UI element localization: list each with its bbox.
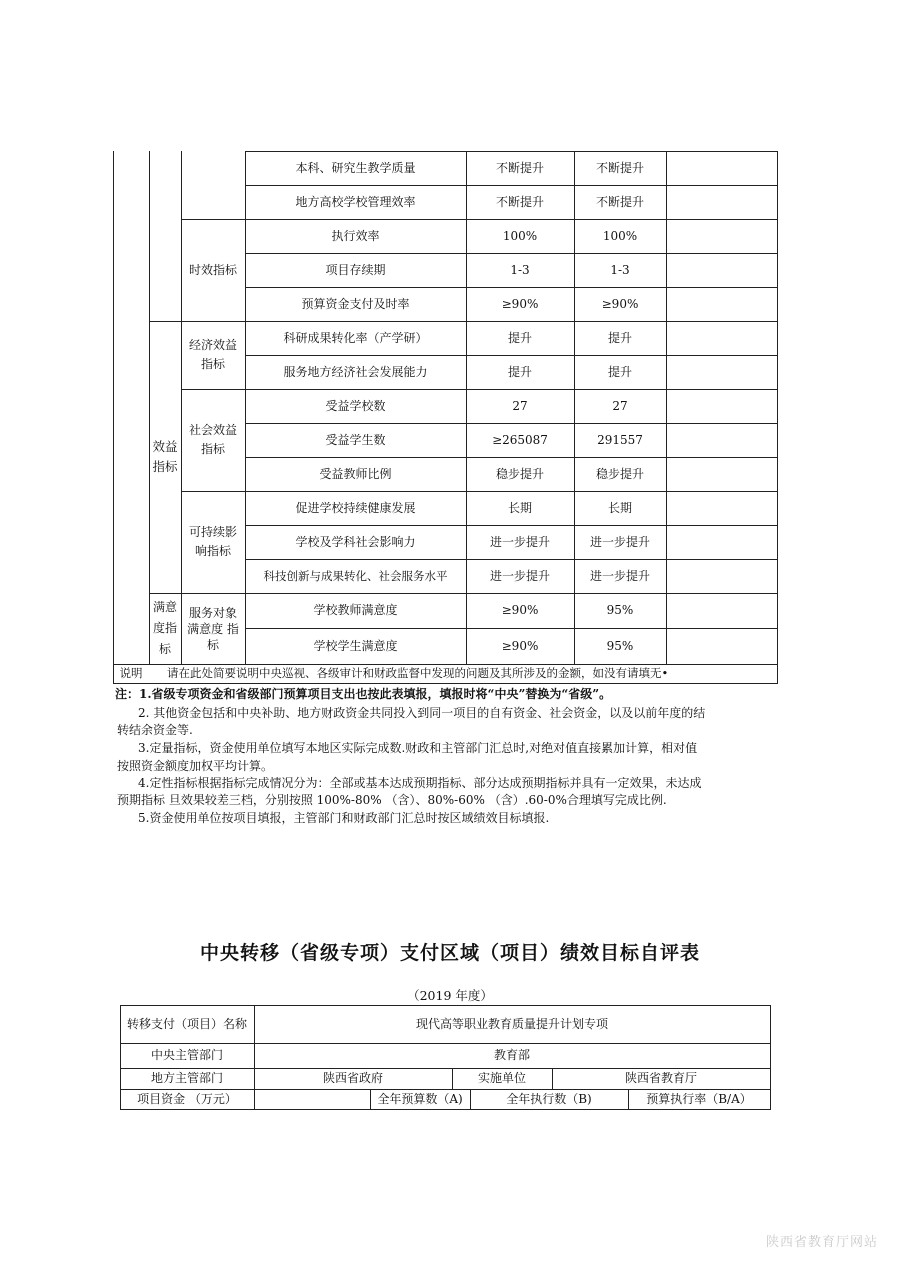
impl-unit-value: 陕西省教育厅 (624, 1071, 697, 1085)
indicator-name: 项目存续期 (325, 262, 386, 277)
project-name-value: 现代高等职业教育质量提升计划专项 (415, 1016, 608, 1031)
note-2-line-1: 2. 其他资金包括和中央补助、地方财政资金共同投入到同一项目的自有资金、社会资金，以及以前年度的结 (138, 706, 706, 720)
target-value: 稳步提升 (495, 466, 544, 481)
actual-value: 1-3 (610, 262, 630, 277)
actual-value: 提升 (607, 364, 632, 379)
note-2-line-2: 转结余资金等. (117, 723, 193, 737)
target-value: 不断提升 (495, 160, 544, 175)
target-value: ≥265087 (492, 432, 548, 447)
note-4-line-1: 4.定性指标根据指标完成情况分为：全部或基本达成预期指标、部分达成预期指标并具有一定效果，未达成 (138, 776, 702, 790)
form-title: 中央转移（省级专项）支付区域（项目）绩效目标自评表 (199, 942, 700, 964)
actual-value: 不断提升 (595, 160, 644, 175)
target-value: ≥90% (501, 638, 539, 653)
target-value: 进一步提升 (489, 534, 550, 549)
note-text: 请在此处简要说明中央巡视、各级审计和财政监督中发现的问题及其所涉及的金额，如没有请填无• (167, 666, 669, 680)
actual-value: 不断提升 (595, 194, 644, 209)
local-dept-label: 地方主管部门 (150, 1071, 223, 1085)
note-4-line-2: 预期指标 旦效果较差三档，分别按照 100%-80% （含）、80%-60% （含）.60-0%合理填写完成比例. (117, 793, 667, 807)
indicator-name: 学校教师满意度 (313, 603, 398, 617)
target-value: ≥90% (501, 603, 539, 617)
project-name-label: 转移支付（项目）名称 (126, 1016, 247, 1031)
indicator-name: 受益教师比例 (319, 466, 392, 481)
actual-value: 95% (606, 638, 634, 653)
actual-value: 提升 (607, 330, 632, 345)
indicator-name: 促进学校持续健康发展 (295, 500, 416, 515)
indicator-name: 预算资金支付及时率 (301, 296, 410, 311)
benefit-indicator-label: 效益指标 (152, 439, 178, 474)
indicator-name: 服务地方经济社会发展能力 (283, 364, 428, 379)
timeliness-indicator-label: 时效指标 (188, 262, 237, 277)
target-value: 1-3 (510, 262, 530, 277)
indicator-name: 受益学生数 (325, 432, 386, 447)
actual-value: 27 (612, 398, 628, 413)
indicator-name: 学校学生满意度 (313, 638, 398, 653)
local-dept-value: 陕西省政府 (322, 1071, 383, 1085)
social-benefit-label: 社会效益指标 (188, 423, 237, 456)
target-value: ≥90% (501, 296, 539, 311)
indicator-name: 科研成果转化率（产学研） (283, 330, 428, 345)
actual-value: 95% (606, 603, 634, 617)
indicator-name: 学校及学科社会影响力 (295, 534, 416, 549)
annual-budget-label: 全年预算数（A) (377, 1091, 463, 1106)
indicator-name: 执行效率 (331, 228, 380, 243)
indicator-name: 地方高校学校管理效率 (295, 194, 416, 209)
actual-value: 稳步提升 (595, 466, 644, 481)
exec-rate-label: 预算执行率（B/A） (646, 1091, 752, 1106)
target-value: 进一步提升 (489, 568, 550, 583)
funds-label: 项目资金 （万元） (137, 1091, 237, 1106)
central-dept-label: 中央主管部门 (150, 1048, 223, 1062)
target-value: 不断提升 (495, 194, 544, 209)
economic-benefit-label: 经济效益指标 (188, 338, 237, 371)
note-3-line-1: 3.定量指标，资金使用单位填写本地区实际完成数.财政和主管部门汇总时,对绝对值直接累加计算，相对值 (138, 741, 698, 755)
form-year: （2019 年度） (407, 988, 493, 1003)
indicator-name: 科技创新与成果转化、社会服务水平 (263, 568, 448, 583)
annual-exec-label: 全年执行数（B) (506, 1091, 592, 1106)
actual-value: ≥90% (601, 296, 639, 311)
note-label: 说明 (119, 666, 143, 680)
indicator-name: 受益学校数 (325, 398, 386, 413)
target-value: 27 (512, 398, 528, 413)
sustainable-impact-label: 可持续影响指标 (188, 525, 237, 558)
target-value: 长期 (507, 500, 532, 515)
target-value: 提升 (507, 364, 532, 379)
site-watermark: 陕西省教育厅网站 (765, 1235, 878, 1250)
target-value: 提升 (507, 330, 532, 345)
actual-value: 进一步提升 (589, 534, 650, 549)
note-5: 5.资金使用单位按项目填报，主管部门和财政部门汇总时按区域绩效目标填报. (138, 811, 550, 825)
impl-unit-label: 实施单位 (477, 1071, 526, 1085)
target-value: 100% (502, 228, 538, 243)
central-dept-value: 教育部 (493, 1048, 530, 1062)
actual-value: 100% (602, 228, 638, 243)
satisfaction-indicator-label: 满意度指标 (152, 600, 177, 656)
actual-value: 长期 (607, 500, 632, 515)
note-1: 注：1.省级专项资金和省级部门预算项目支出也按此表填报，填报时将“中央”替换为“省级”。 (115, 687, 612, 701)
actual-value: 291557 (597, 432, 643, 447)
actual-value: 进一步提升 (589, 568, 650, 583)
note-3-line-2: 按照资金额度加权平均计算。 (117, 759, 274, 773)
indicator-name: 本科、研究生教学质量 (295, 160, 416, 175)
service-satisfaction-label: 服务对象满意度 指 标 (187, 605, 239, 652)
